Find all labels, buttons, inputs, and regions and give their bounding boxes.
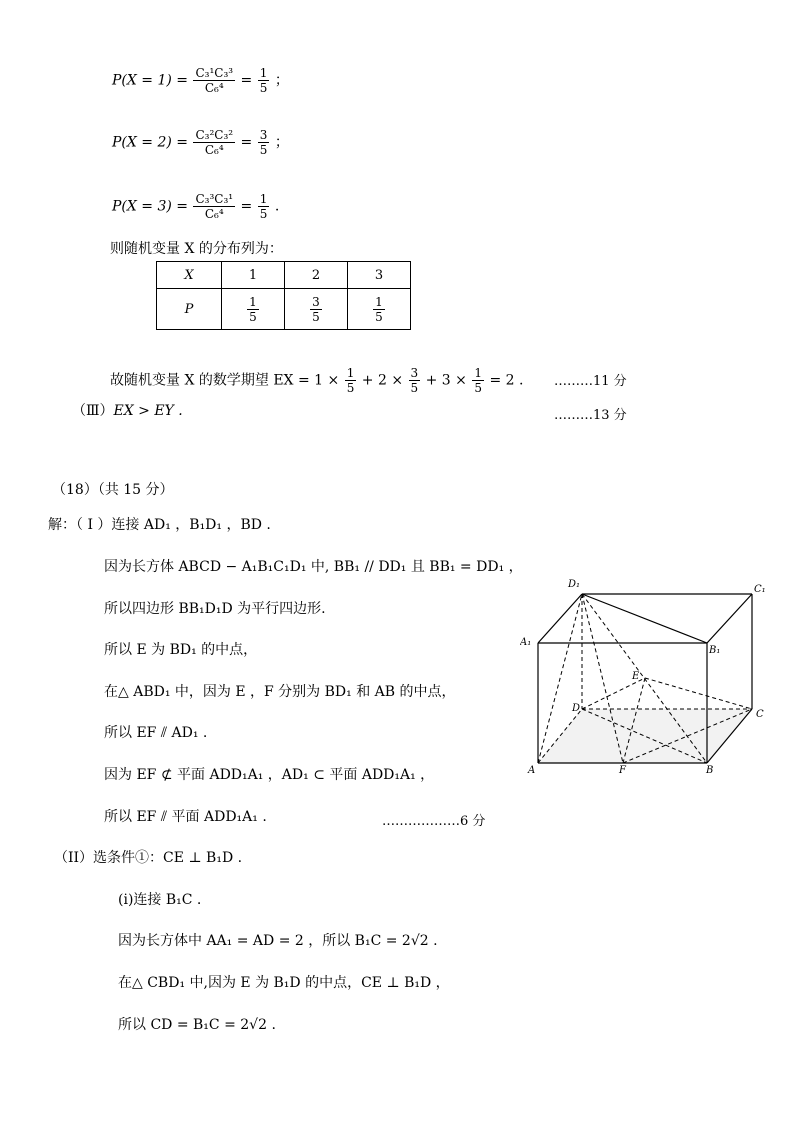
result-fraction: $\frac{1}{5}$ bbox=[259, 66, 268, 95]
part2-line: 所以 CD = B₁C = 2√2 . bbox=[118, 1017, 276, 1033]
q18-header: （18）（共 15 分） bbox=[52, 482, 174, 498]
table-row bbox=[157, 289, 411, 330]
table-cell: $\frac{1}{5}$ bbox=[348, 289, 411, 330]
q18-line: 所以四边形 BB₁D₁D 为平行四边形. bbox=[104, 601, 326, 617]
score-13: ………13 分 bbox=[554, 408, 627, 423]
result-fraction: $\frac{1}{5}$ bbox=[259, 192, 268, 221]
score-11: ………11 分 bbox=[554, 374, 627, 389]
label-b1: B₁ bbox=[709, 645, 721, 656]
part2-line: (ⅰ)连接 B₁C . bbox=[118, 892, 202, 908]
table-cell: P bbox=[157, 289, 222, 330]
distribution-table bbox=[156, 261, 411, 330]
label-d1: D₁ bbox=[568, 579, 581, 590]
q18-line: 所以 EF ⫽ AD₁ . bbox=[104, 725, 208, 741]
prob-lhs: P(X = 1) = bbox=[112, 72, 189, 89]
part2-line: 在△ CBD₁ 中,因为 E 为 B₁D 的中点，CE ⊥ B₁D ， bbox=[118, 975, 450, 991]
q18-intro: 解：（ I ）连接 AD₁ ，B₁D₁ ，BD . bbox=[48, 517, 271, 533]
label-e: E bbox=[632, 671, 640, 682]
line-d-e bbox=[582, 678, 645, 709]
label-b: B bbox=[706, 765, 714, 776]
part2-line: 因为长方体中 AA₁ = AD = 2 ，所以 B₁C = 2√2 . bbox=[118, 933, 438, 949]
prob-line-1: P(X = 1) = $\frac{\text{C₃¹C₃³}}{\text{C₆⁴}}$ = $\frac{1}{5}$ ； bbox=[112, 66, 289, 95]
edge-d1-b1 bbox=[582, 594, 707, 643]
prob-lhs: P(X = 2) = bbox=[112, 134, 189, 151]
edge-c1-b1 bbox=[707, 594, 752, 643]
line-e-c bbox=[645, 678, 752, 709]
expectation-line: 故随机变量 X 的数学期望 EX = 1 × $\frac{1}{5}$ + 2 × $\frac{3}{5}$ + 3 × $\frac{1}{5}$ = 2 . bbox=[110, 366, 524, 395]
result-fraction: $\frac{3}{5}$ bbox=[259, 128, 268, 157]
q18-line: 因为 EF ⊄ 平面 ADD₁A₁ ，AD₁ ⊂ 平面 ADD₁A₁ ， bbox=[104, 767, 435, 783]
part2-header: （II）选条件①：CE ⊥ B₁D . bbox=[54, 850, 243, 866]
q18-line: 在△ ABD₁ 中，因为 E ，F 分别为 BD₁ 和 AB 的中点， bbox=[104, 684, 456, 700]
bottom-face-shade bbox=[538, 709, 752, 763]
distribution-intro: 则随机变量 X 的分布列为： bbox=[110, 241, 283, 257]
label-c: C bbox=[756, 709, 764, 720]
combination-fraction: $\frac{\text{C₃³C₃¹}}{\text{C₆⁴}}$ bbox=[195, 192, 234, 221]
label-c1: C₁ bbox=[754, 584, 766, 595]
prob-lhs: P(X = 3) = bbox=[112, 198, 189, 215]
prob-line-2: P(X = 2) = $\frac{\text{C₃²C₃²}}{\text{C₆⁴}}$ = $\frac{3}{5}$ ； bbox=[112, 128, 289, 157]
combination-fraction: $\frac{\text{C₃²C₃²}}{\text{C₆⁴}}$ bbox=[195, 128, 234, 157]
table-cell: 2 bbox=[285, 262, 348, 289]
prob-line-3: P(X = 3) = $\frac{\text{C₃³C₃¹}}{\text{C₆⁴}}$ = $\frac{1}{5}$ . bbox=[112, 192, 280, 221]
table-cell: X bbox=[157, 262, 222, 289]
cuboid-figure bbox=[520, 575, 770, 790]
table-row bbox=[157, 262, 411, 289]
score-6: ………………6 分 bbox=[382, 814, 486, 829]
table-cell: 3 bbox=[348, 262, 411, 289]
table-cell: $\frac{3}{5}$ bbox=[285, 289, 348, 330]
combination-fraction: $\frac{\text{C₃¹C₃³}}{\text{C₆⁴}}$ bbox=[195, 66, 234, 95]
label-f: F bbox=[619, 765, 626, 776]
table-cell: $\frac{1}{5}$ bbox=[222, 289, 285, 330]
q18-line: 因为长方体 ABCD − A₁B₁C₁D₁ 中, BB₁ // DD₁ 且 BB₁ = DD₁ ， bbox=[104, 559, 523, 575]
q18-line: 所以 EF ⫽ 平面 ADD₁A₁ . bbox=[104, 809, 267, 825]
label-a: A bbox=[528, 765, 536, 776]
table-cell: 1 bbox=[222, 262, 285, 289]
label-a1: A₁ bbox=[520, 637, 532, 648]
part3-line: （Ⅲ）EX > EY . bbox=[72, 403, 183, 419]
label-d: D bbox=[572, 703, 581, 714]
q18-line: 所以 E 为 BD₁ 的中点， bbox=[104, 642, 258, 658]
